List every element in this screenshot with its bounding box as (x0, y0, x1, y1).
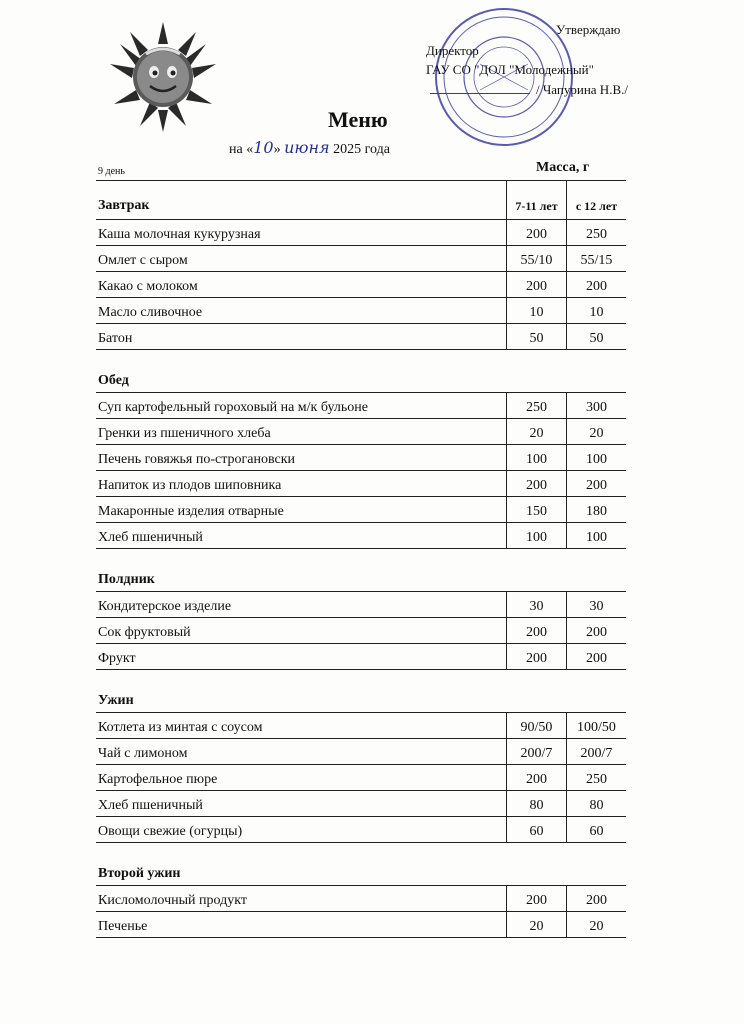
mass-7-11: 100 (506, 523, 566, 548)
signature-line (430, 93, 530, 94)
approval-role: Директор (426, 43, 479, 58)
dish-name: Котлета из минтая с соусом (98, 720, 263, 735)
table-row (96, 765, 626, 791)
mass-7-11: 200 (506, 272, 566, 297)
table-row (96, 817, 626, 843)
dish-name: Картофельное пюре (98, 772, 218, 787)
dish-name: Чай с лимоном (98, 746, 188, 761)
approval-organization: ГАУ СО "ДОЛ "Молодежный" (426, 62, 594, 77)
mass-7-11: 200 (506, 471, 566, 496)
table-row (96, 618, 626, 644)
mass-7-11: 60 (506, 817, 566, 842)
table-row (96, 739, 626, 765)
dish-name: Овощи свежие (огурцы) (98, 824, 243, 839)
menu-table (96, 180, 626, 938)
mass-7-11: 20 (506, 419, 566, 444)
mass-7-11: 200 (506, 765, 566, 790)
dish-name: Какао с молоком (98, 279, 198, 294)
section-title: Ужин (96, 670, 626, 713)
mass-7-11: 150 (506, 497, 566, 522)
approval-name: / Чапурина Н.В./ (536, 82, 628, 97)
mass-7-11: 200 (506, 220, 566, 245)
section-title: Второй ужин (96, 843, 626, 886)
dish-name: Суп картофельный гороховый на м/к бульоне (98, 400, 368, 415)
dish-name: Батон (98, 331, 133, 346)
other-sections (96, 350, 626, 938)
mass-12-plus: 80 (566, 791, 626, 816)
mass-12-plus: 20 (566, 419, 626, 444)
mass-12-plus: 180 (566, 497, 626, 522)
table-row (96, 644, 626, 670)
section-title: Завтрак (98, 198, 150, 213)
dish-name: Напиток из плодов шиповника (98, 478, 282, 493)
table-row (96, 912, 626, 938)
page-title: Меню (328, 107, 388, 132)
table-row (96, 220, 626, 246)
table-row (96, 419, 626, 445)
table-row (96, 713, 626, 739)
mass-7-11: 55/10 (506, 246, 566, 271)
date-day: 10 (253, 138, 274, 157)
dish-name: Сок фруктовый (98, 625, 191, 640)
mass-7-11: 20 (506, 912, 566, 937)
date-line (229, 138, 390, 158)
mass-12-plus: 50 (566, 324, 626, 349)
dish-name: Печенье (98, 919, 148, 934)
mass-12-plus: 20 (566, 912, 626, 937)
dish-name: Кисломолочный продукт (98, 893, 247, 908)
mass-12-plus: 200/7 (566, 739, 626, 764)
dish-name: Масло сливочное (98, 305, 203, 320)
date-suffix: 2025 года (329, 142, 390, 157)
mass-12-plus: 200 (566, 644, 626, 669)
mass-12-plus: 60 (566, 817, 626, 842)
mass-7-11: 100 (506, 445, 566, 470)
mass-12-plus: 200 (566, 272, 626, 297)
table-row (96, 497, 626, 523)
mass-12-plus: 30 (566, 592, 626, 617)
dish-name: Фрукт (98, 651, 136, 666)
mass-label: Масса, г (536, 160, 590, 175)
dish-name: Хлеб пшеничный (98, 798, 203, 813)
day-label: 9 день (98, 166, 125, 177)
mass-12-plus: 200 (566, 618, 626, 643)
section-title: Обед (96, 350, 626, 393)
table-row (96, 523, 626, 549)
table-row (96, 471, 626, 497)
sun-logo-icon (100, 14, 226, 136)
mass-12-plus: 300 (566, 393, 626, 418)
section-title: Полдник (96, 549, 626, 592)
dish-name: Печень говяжья по-строгановски (98, 452, 296, 467)
dish-name: Хлеб пшеничный (98, 530, 203, 545)
mass-12-plus: 55/15 (566, 246, 626, 271)
table-row (96, 393, 626, 419)
mass-12-plus: 10 (566, 298, 626, 323)
dish-name: Гренки из пшеничного хлеба (98, 426, 271, 441)
table-row (96, 592, 626, 618)
mass-7-11: 90/50 (506, 713, 566, 738)
table-row (96, 445, 626, 471)
approval-title: Утверждаю (556, 22, 621, 37)
date-month: июня (284, 138, 330, 157)
date-prefix: на « (229, 142, 254, 157)
breakfast-rows (96, 220, 626, 350)
table-row (96, 246, 626, 272)
mass-7-11: 10 (506, 298, 566, 323)
mass-7-11: 200/7 (506, 739, 566, 764)
table-row (96, 791, 626, 817)
mass-12-plus: 200 (566, 886, 626, 911)
mass-7-11: 80 (506, 791, 566, 816)
mass-12-plus: 100 (566, 523, 626, 548)
dish-name: Омлет с сыром (98, 253, 188, 268)
col-header-12-plus: с 12 лет (566, 181, 626, 219)
mass-7-11: 50 (506, 324, 566, 349)
mass-7-11: 200 (506, 886, 566, 911)
mass-7-11: 250 (506, 393, 566, 418)
table-header-row (96, 181, 626, 220)
mass-7-11: 200 (506, 618, 566, 643)
date-mid: » (273, 142, 285, 157)
mass-12-plus: 250 (566, 765, 626, 790)
mass-7-11: 30 (506, 592, 566, 617)
table-row (96, 324, 626, 350)
mass-12-plus: 250 (566, 220, 626, 245)
table-row (96, 298, 626, 324)
table-row (96, 272, 626, 298)
mass-12-plus: 100 (566, 445, 626, 470)
mass-7-11: 200 (506, 644, 566, 669)
dish-name: Кондитерское изделие (98, 599, 232, 614)
table-row (96, 886, 626, 912)
dish-name: Каша молочная кукурузная (98, 227, 261, 242)
mass-12-plus: 200 (566, 471, 626, 496)
dish-name: Макаронные изделия отварные (98, 504, 284, 519)
mass-12-plus: 100/50 (566, 713, 626, 738)
col-header-7-11: 7-11 лет (506, 181, 566, 219)
